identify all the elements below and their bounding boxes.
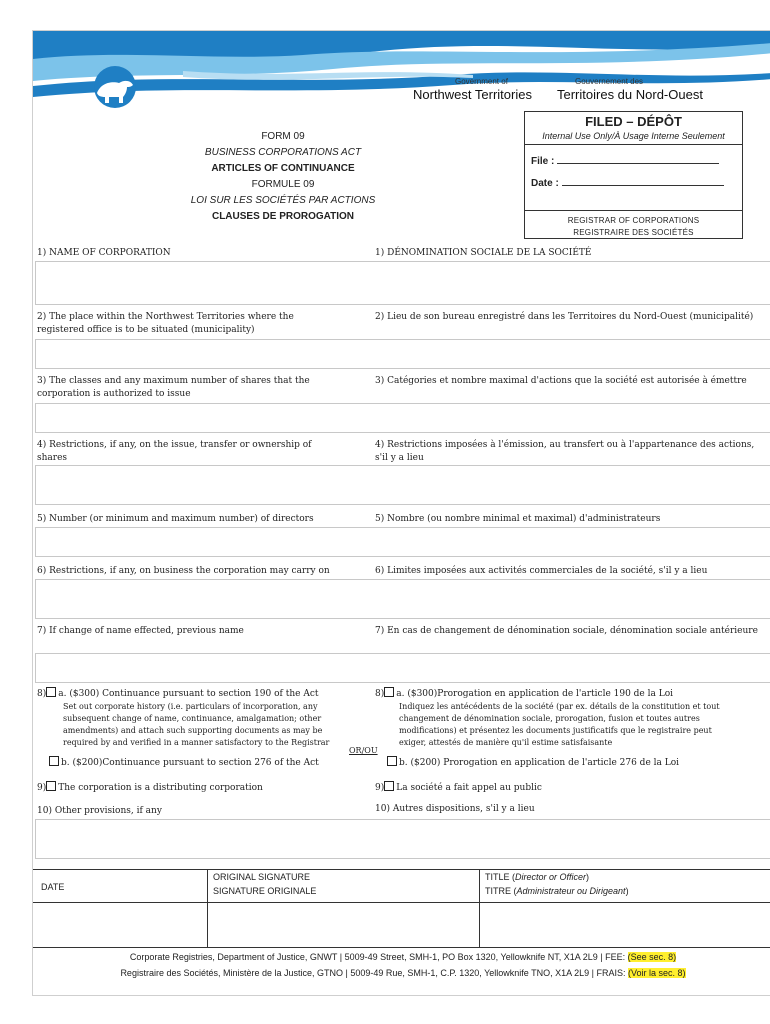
gov-fr-small: Gouvernement des — [575, 77, 644, 86]
continuance-276-checkbox[interactable] — [49, 756, 59, 766]
prorogation-276-checkbox[interactable] — [387, 756, 397, 766]
prorogation-190-note: Indiquez les antécédents de la société (par ex. détails de la constitution et tout changement de dénomination sociale, prorogation, fusion et toutes autres modifications) et présentez les documents justificatifs que le registraire peut exiger, attestés de manière qu'il estime satisfaisante — [399, 702, 720, 747]
section-9-fr — [375, 781, 755, 795]
section-8-en — [37, 687, 357, 701]
title-fr-role: Administrateur ou Dirigeant — [516, 886, 626, 896]
field-7-label-fr: 7) En cas de changement de dénomination sociale, dénomination sociale antérieure — [375, 626, 758, 636]
date-input[interactable] — [33, 903, 206, 947]
footer-en-fee: (See sec. 8) — [627, 952, 677, 962]
prorogation-190-checkbox[interactable] — [384, 687, 394, 697]
signature-input[interactable] — [208, 903, 478, 947]
continuance-190-checkbox[interactable] — [46, 687, 56, 697]
polar-bear-logo — [89, 65, 141, 109]
field-3-input[interactable] — [35, 403, 770, 433]
continuance-276-label: b. ($200)Continuance pursuant to section 276 of the Act — [61, 758, 319, 768]
date-label: Date : — [531, 178, 559, 189]
distributing-corp-label: The corporation is a distributing corporation — [58, 783, 263, 793]
act-name-fr: LOI SUR LES SOCIÉTÉS PAR ACTIONS — [190, 195, 376, 206]
field-5-label-en: 5) Number (or minimum and maximum number) of directors — [37, 514, 314, 524]
gov-en-small: Government of — [455, 77, 508, 86]
filed-box — [524, 111, 743, 239]
title-en-close: ) — [586, 872, 590, 882]
date-input[interactable] — [562, 176, 724, 186]
orig-signature-fr: SIGNATURE ORIGINALE — [213, 886, 317, 896]
footer-en — [33, 949, 770, 965]
section-9-en — [37, 781, 357, 795]
continuance-190-label: a. ($300) Continuance pursuant to section 190 of the Act — [58, 689, 319, 699]
orig-signature-en: ORIGINAL SIGNATURE — [213, 872, 311, 882]
section-9-number: 9) — [37, 783, 47, 793]
title-en — [485, 870, 629, 884]
field-10-label-fr — [375, 803, 755, 816]
continuance-190-note: Set out corporate history (i.e. particulars of incorporation, any subsequent change of name, continuance, amalgamation; other amendments) and attach such supporting documents as may be required by and verified in a manner satisfactory to the Registrar — [63, 702, 330, 747]
filed-title: FILED – DÉPÔT — [585, 114, 682, 129]
footer-en-text: Corporate Registries, Department of Justice, GNWT | 5009-49 Street, SMH-1, PO Box 1320, Yellowknife NT, X1A 2L9 | FEE: — [129, 952, 628, 962]
internal-use-note: Internal Use Only/À Usage Interne Seulement — [525, 129, 742, 145]
gov-en-name: Northwest Territories — [413, 87, 532, 102]
title-fr — [485, 884, 629, 898]
title-input[interactable] — [480, 903, 770, 947]
field-6-label-en: 6) Restrictions, if any, on business the corporation may carry on — [37, 566, 330, 576]
appel-public-checkbox[interactable] — [384, 781, 394, 791]
file-label: File : — [531, 156, 555, 167]
footer-fr-text: Registraire des Sociétés, Ministère de la Justice, GTNO | 5009-49 Rue, SMH-1, C.P. 1320, Yellowknife TNO, X1A 2L9 | FRAIS: — [120, 968, 629, 978]
field-3-label-en: 3) The classes and any maximum number of shares that the corporation is authorized to issue — [37, 376, 310, 399]
field-10-text-fr: Autres dispositions, s'il y a lieu — [392, 804, 535, 814]
or-separator: OR/OU — [349, 746, 378, 755]
act-name-en: BUSINESS CORPORATIONS ACT — [204, 147, 362, 158]
field-10-number-fr: 10) — [375, 804, 390, 814]
title-fr-open: TITRE ( — [485, 886, 517, 896]
form-header — [173, 129, 393, 225]
registrar-en: REGISTRAR OF CORPORATIONS — [567, 216, 700, 225]
footer-divider — [33, 947, 770, 948]
form-title-fr: CLAUSES DE PROROGATION — [211, 211, 355, 222]
field-5-input[interactable] — [35, 527, 770, 557]
field-6-label-fr: 6) Limites imposées aux activités commerciales de la société, s'il y a lieu — [375, 566, 708, 576]
field-4-input[interactable] — [35, 465, 770, 505]
field-2-label-en: 2) The place within the Northwest Territories where the registered office is to be situated (municipality) — [37, 312, 294, 335]
section-8b-fr — [387, 756, 767, 770]
field-5-label-fr: 5) Nombre (ou nombre minimal et maximal) d'administrateurs — [375, 514, 661, 524]
file-input[interactable] — [557, 154, 719, 164]
section-8-number: 8) — [37, 689, 47, 699]
title-fr-close: ) — [625, 886, 629, 896]
section-8b-en — [49, 756, 359, 770]
gov-fr-name: Territoires du Nord-Ouest — [557, 87, 703, 102]
footer — [33, 949, 770, 981]
orig-signature-header — [213, 870, 316, 898]
title-header — [485, 870, 629, 898]
form-title-en: ARTICLES OF CONTINUANCE — [211, 163, 355, 174]
title-en-open: TITLE ( — [485, 872, 516, 882]
signature-table — [33, 869, 770, 948]
field-10-input[interactable] — [35, 819, 770, 859]
distributing-corp-checkbox[interactable] — [46, 781, 56, 791]
registrar-label — [525, 210, 742, 239]
form-number-fr: FORMULE 09 — [251, 179, 315, 190]
title-en-role: Director or Officer — [515, 872, 587, 882]
field-1-label-en: 1) NAME OF CORPORATION — [37, 248, 171, 258]
date-line — [531, 176, 724, 189]
registrar-fr: REGISTRAIRE DES SOCIÉTÉS — [573, 228, 694, 237]
footer-fr-fee: (Voir la sec. 8) — [628, 968, 686, 978]
prorogation-190-label: a. ($300)Prorogation en application de l'article 190 de la Loi — [396, 689, 673, 699]
field-2-input[interactable] — [35, 339, 770, 369]
prorogation-276-label: b. ($200) Prorogation en application de l'article 276 de la Loi — [399, 758, 680, 768]
field-7-label-en: 7) If change of name effected, previous name — [37, 626, 244, 636]
section-8-number-fr: 8) — [375, 689, 385, 699]
field-10-label-en: 10) Other provisions, if any — [37, 806, 162, 816]
footer-fr — [33, 965, 770, 981]
field-6-input[interactable] — [35, 579, 770, 619]
section-9-number-fr: 9) — [375, 783, 385, 793]
form-page — [32, 30, 770, 996]
field-4-label-en: 4) Restrictions, if any, on the issue, transfer or ownership of shares — [37, 440, 312, 463]
field-1-label-fr: 1) DÉNOMINATION SOCIALE DE LA SOCIÉTÉ — [375, 248, 592, 258]
field-7-input[interactable] — [35, 653, 770, 683]
section-8-fr — [375, 687, 767, 701]
field-2-label-fr: 2) Lieu de son bureau enregistré dans les Territoires du Nord-Ouest (municipalité) — [375, 312, 754, 322]
date-header: DATE — [41, 882, 65, 892]
field-3-label-fr: 3) Catégories et nombre maximal d'actions que la société est autorisée à émettre — [375, 376, 747, 386]
field-4-label-fr: 4) Restrictions imposées à l'émission, au transfert ou à l'appartenance des actions, s'il y a lieu — [375, 440, 755, 463]
appel-public-label: La société a fait appel au public — [396, 783, 542, 793]
field-1-input[interactable] — [35, 261, 770, 305]
form-number: FORM 09 — [261, 131, 305, 142]
file-line — [531, 154, 719, 167]
